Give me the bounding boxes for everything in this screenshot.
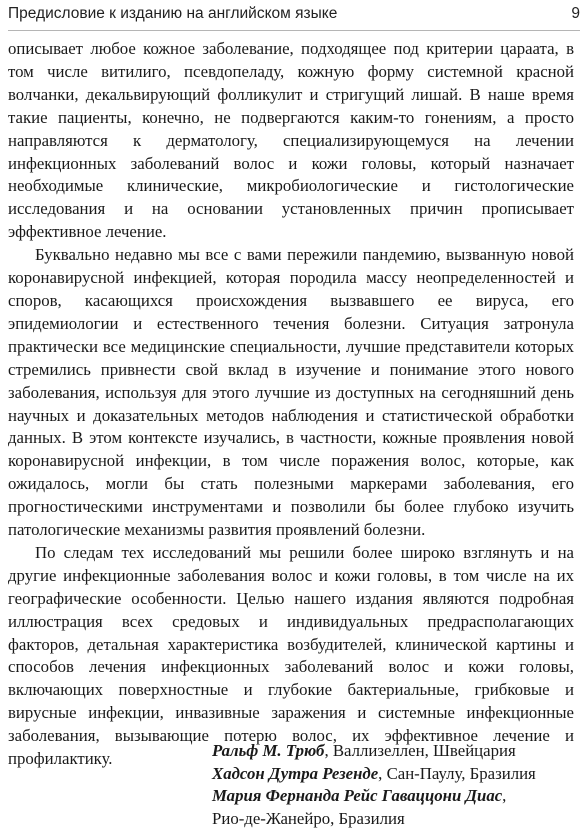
page-number: 9 xyxy=(571,5,580,22)
signature-line xyxy=(212,763,574,786)
signature-line xyxy=(212,808,574,831)
header-rule xyxy=(8,30,580,31)
paragraph-1: описывает любое кожное заболевание, подходящее под критерии цараата, в том числе витилиго, псевдопеладу, кожную форму системной красной волчанки, декальвирующий фолликулит и стригущий лишай. В наше время такие пациенты, конечно, не подвергаются каким-то гонениям, а просто направляются к дерматологу, специализирующемуся на лечении инфекционных заболеваний волос и кожи головы, который назначает необходимые клинические, микробиологические и гистологические исследования и на основании установленных причин прописывает эффективное лечение. xyxy=(8,39,574,242)
author-name: Ральф М. Трюб xyxy=(212,741,325,760)
body-text xyxy=(8,38,574,771)
author-location: , Валлизеллен, Швейцария xyxy=(324,741,516,760)
author-name: Хадсон Дутра Резенде xyxy=(212,763,379,783)
author-name: Мария Фернанда Рейс Гаваццони Диас xyxy=(212,786,503,806)
running-header xyxy=(8,0,580,28)
author-location: , Сан-Паулу, Бразилия xyxy=(378,763,536,783)
author-location: Рио-де-Жанейро, Бразилия xyxy=(212,808,405,828)
paragraph-2: Буквально недавно мы все с вами пережили пандемию, вызванную новой коронавирусной инфекцией, которая породила массу неопределенностей и споров, касающихся происхождения вызвавшего ее вируса, его эпидемиологии и естественного течения болезни. Ситуация затронула практически все медицинские специальности, лучшие представители которых стремились привнести свой вклад в изучение и понимание этого нового заболевания, используя для этого лучшие из доступных на сегодняшний день научных и доказательных методов наблюдения и статистической обработки данных. В этом контексте изучались, в частности, кожные проявления новой коронавирусной инфекции, в том числе поражения волос, которые, как ожидалось, могли бы стать полезными маркерами заболевания, его прогностическими инструментами и позволили бы более глубоко изучить патологические механизмы развития проявлений болезни. xyxy=(8,245,574,540)
signature-block xyxy=(212,740,574,830)
header-title: Предисловие к изданию на английском языке xyxy=(8,5,338,22)
author-location: , xyxy=(502,786,507,806)
signature-line xyxy=(212,740,574,763)
signature-line xyxy=(212,785,574,808)
paragraph-3: По следам тех исследований мы решили более широко взглянуть и на другие инфекционные заболевания волос и кожи головы, в том числе на их географические особенности. Целью нашего издания являются подробная иллюстрация всех средовых и индивидуальных предрасполагающих факторов, детальная характеристика возбудителей, клинической картины и способов лечения инфекционных заболеваний волос и кожи головы, включающих поверхностные и глубокие бактериальные, грибковые и вирусные инфекции, инвазивные заражения и системные инфекционные заболевания, вызывающие потерю волос, их эффективное лечение и профилактику. xyxy=(8,542,574,769)
